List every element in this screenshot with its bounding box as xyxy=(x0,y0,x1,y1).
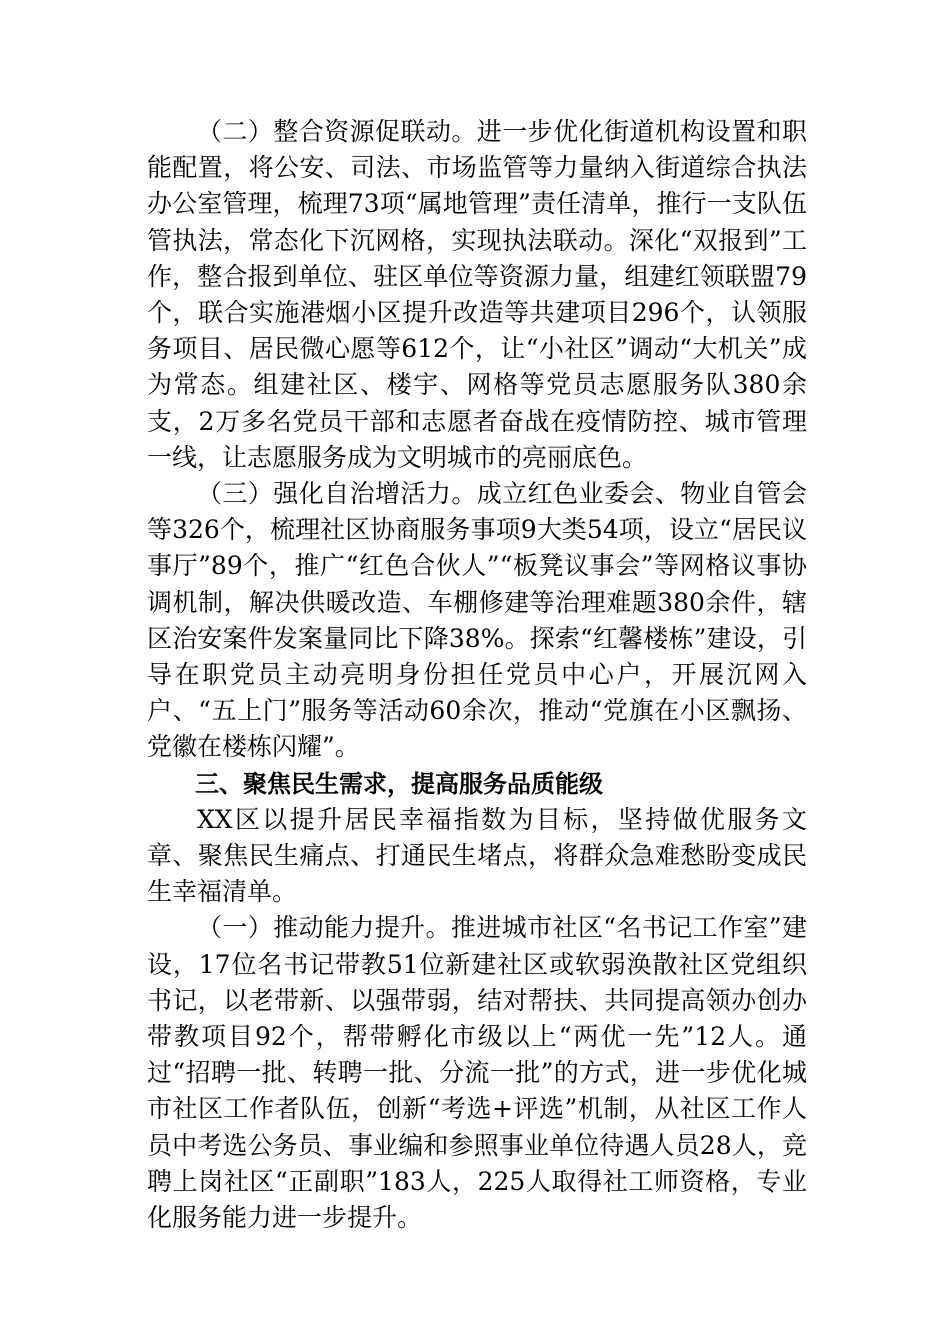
section-intro: XX区以提升居民幸福指数为目标，坚持做优服务文章、聚焦民生痛点、打通民生堵点，将群众急难愁盼变成民生幸福清单。 xyxy=(147,804,807,907)
paragraph-lead: （二）整合资源促联动。 xyxy=(197,117,477,146)
paragraph-body: 成立红色业委会、物业自管会等326个，梳理社区协商服务事项9大类54项，设立“居民议事厅”89个，推广“红色合伙人”“板凳议事会”等网格议事协调机制，解决供暖改造、车棚修建等治理难题380余件，辖区治安案件发案量同比下降38%。探索“红馨楼栋”建设，引导在职党员主动亮明身份担任党员中心户，开展沉网入户、“五上门”服务等活动60余次，推动“党旗在小区飘扬、党徽在楼栋闪耀”。 xyxy=(147,479,807,762)
paragraph-lead: （三）强化自治增活力。 xyxy=(197,479,477,509)
paragraph-body: 推进城市社区“名书记工作室”建设，17位名书记带教51位新建社区或软弱涣散社区党组织书记，以老带新、以强带弱，结对帮扶、共同提高领办创办带教项目92个，帮带孵化市级以上“两优一先”12人。通过“招聘一批、转聘一批、分流一批”的方式，进一步优化城市社区工作者队伍，创新“考选+评选”机制，从社区工作人员中考选公务员、事业编和参照事业单位待遇人员28人，竞聘上岗社区“正副职”183人，225人取得社工师资格，专业化服务能力进一步提升。 xyxy=(147,913,807,1233)
section-heading: 三、聚焦民生需求，提高服务品质能级 xyxy=(195,769,603,798)
paragraph-body: 进一步优化街道机构设置和职能配置，将公安、司法、市场监管等力量纳入街道综合执法办公室管理，梳理73项“属地管理”责任清单，推行一支队伍管执法，常态化下沉网格，实现执法联动。深化“双报到”工作，整合报到单位、驻区单位等资源力量，组建红领联盟79个，联合实施港烟小区提升改造等共建项目296个，认领服务项目、居民微心愿等612个，让“小社区”调动“大机关”成为常态。组建社区、楼宇、网格等党员志愿服务队380余支，2万多名党员干部和志愿者奋战在疫情防控、城市管理一线，让志愿服务成为文明城市的亮丽底色。 xyxy=(147,117,807,472)
paragraph-self-governance xyxy=(147,476,807,766)
document-page xyxy=(147,114,807,1236)
paragraph-capacity-building xyxy=(147,910,807,1236)
paragraph-integrate-resources xyxy=(147,114,807,476)
paragraph-lead: （一）推动能力提升。 xyxy=(197,913,451,943)
